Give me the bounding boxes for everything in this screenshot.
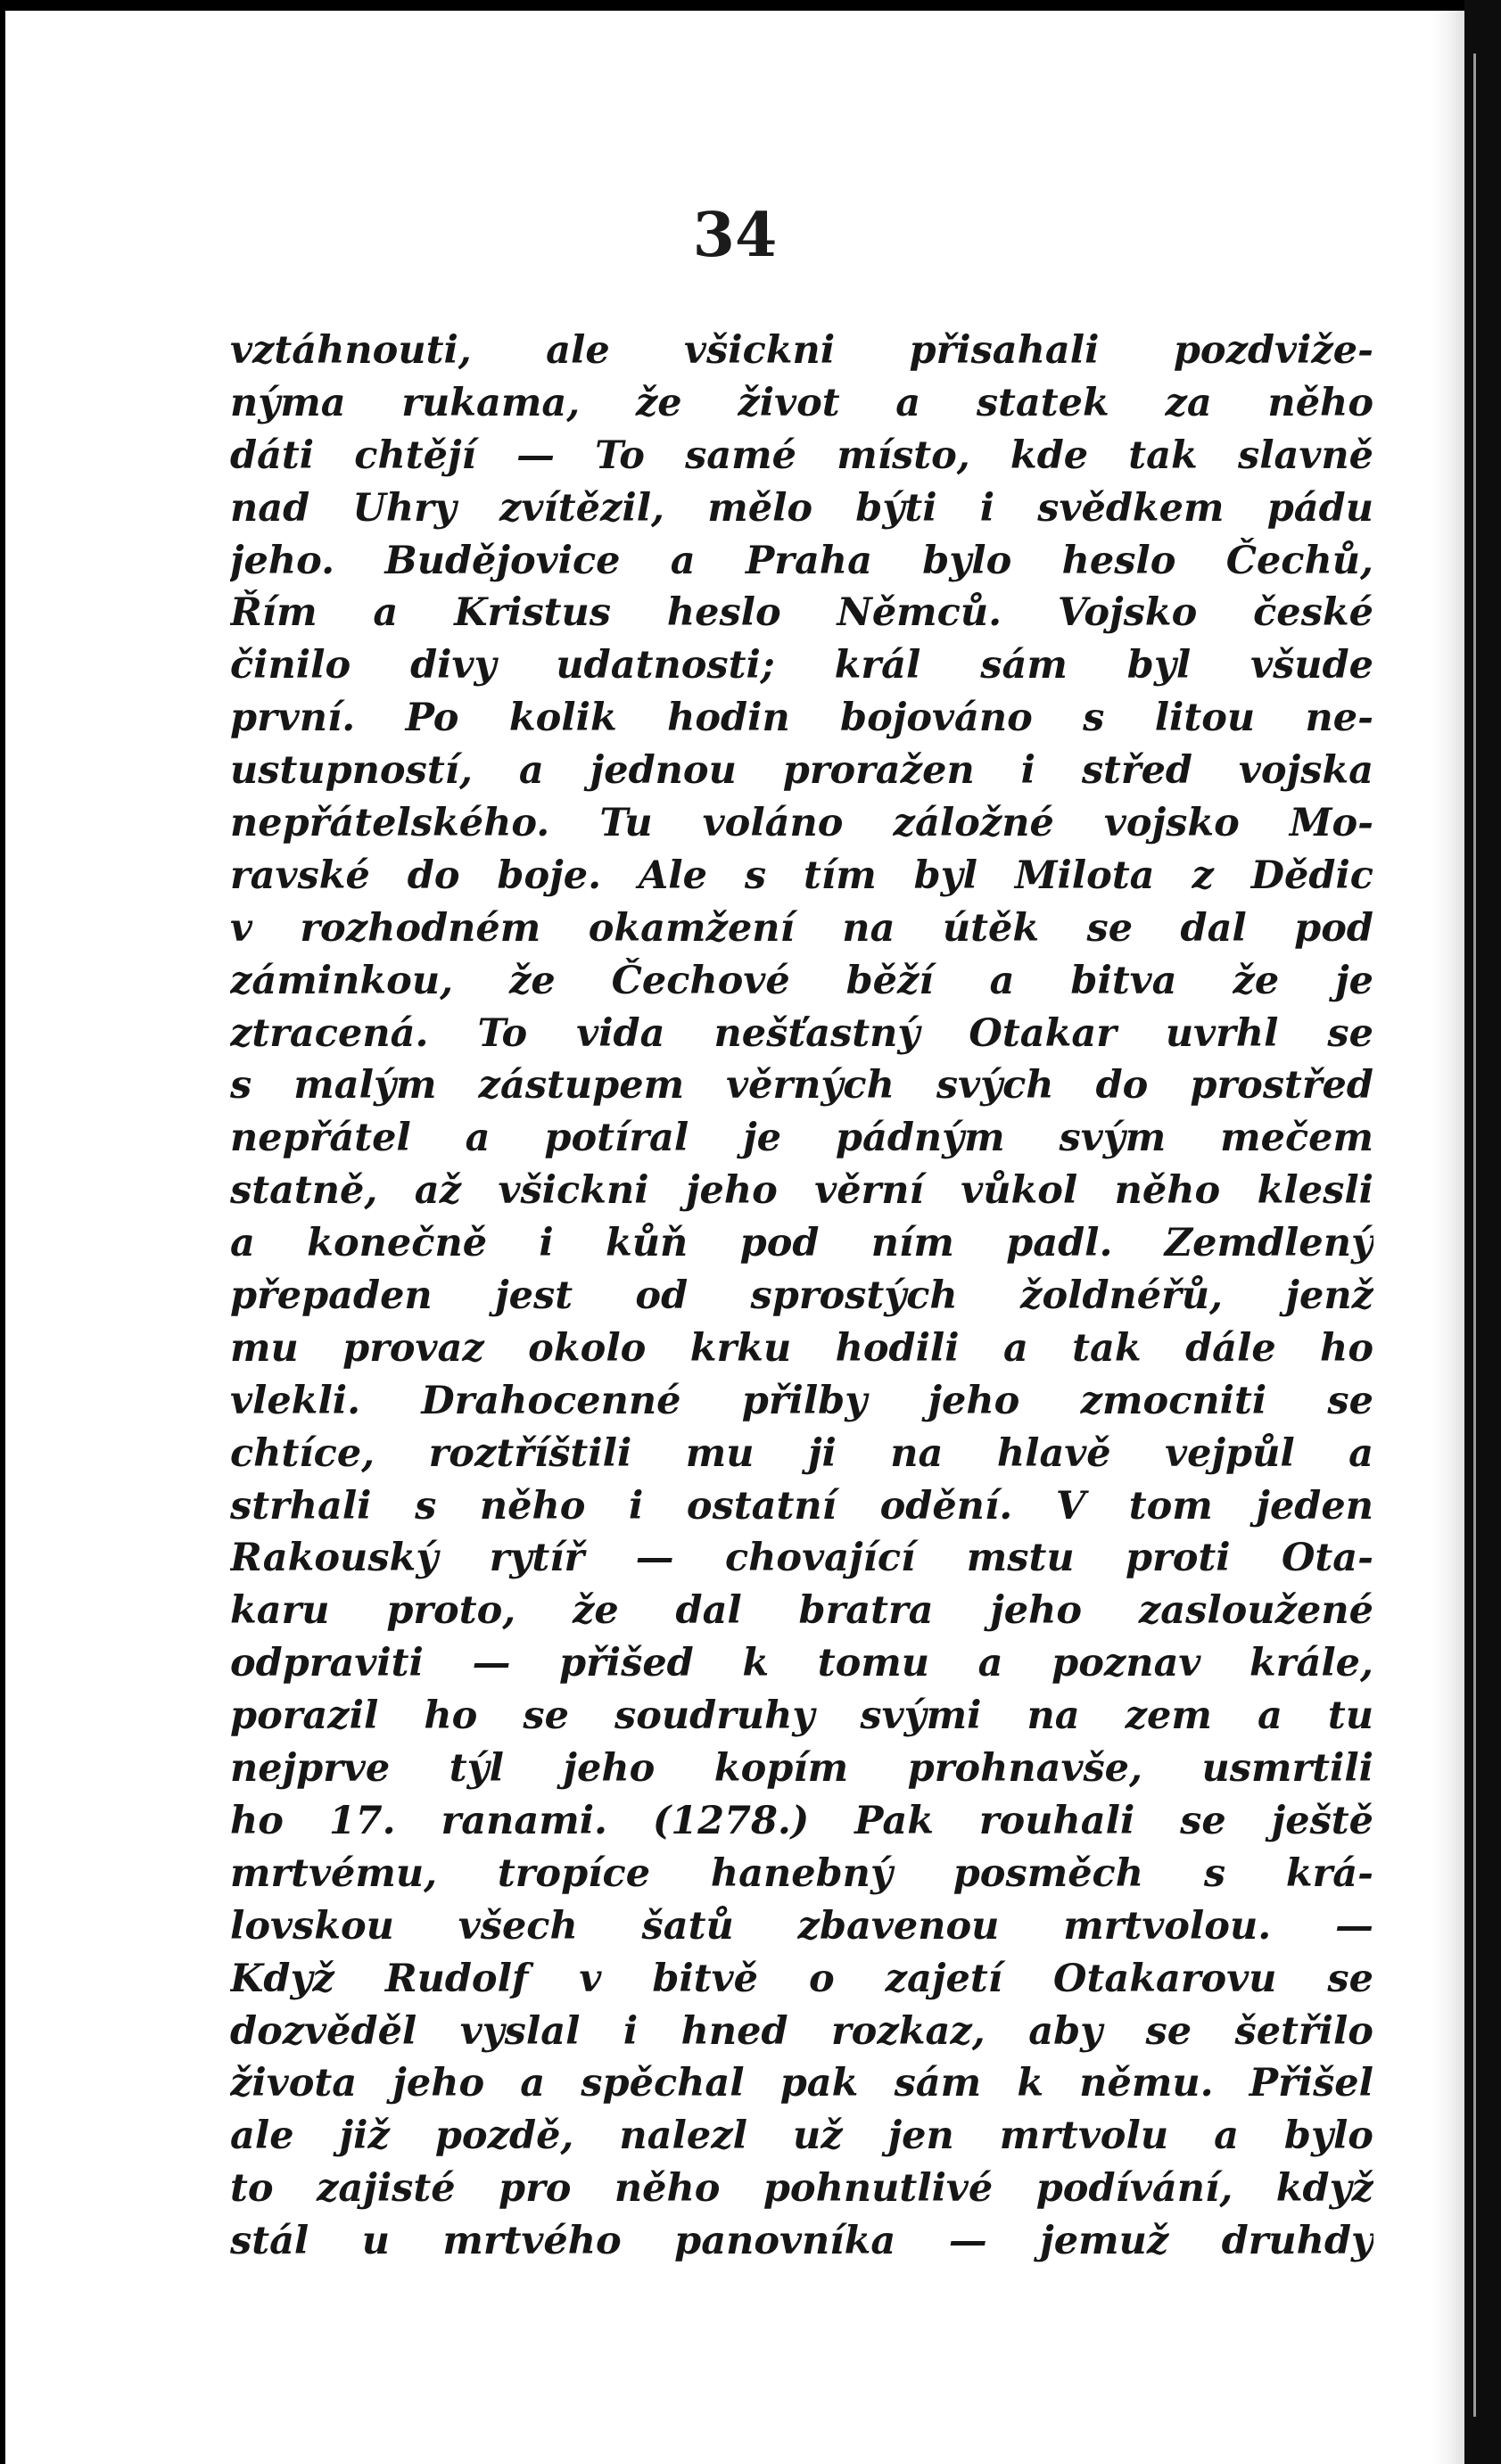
text-line: záminkou, že Čechové běží a bitva že je [230, 958, 1373, 1003]
text-line: nepřátel a potíral je pádným svým mečem [230, 1116, 1373, 1161]
text-line: karu proto, že dal bratra jeho zasloužené [230, 1588, 1373, 1634]
text-line: ustupností, a jednou proražen i střed vojska [230, 748, 1373, 794]
text-line: porazil ho se soudruhy svými na zem a tu [230, 1693, 1373, 1739]
text-line: stál u mrtvého panovníka — jemuž druhdy [230, 2219, 1373, 2264]
text-line: chtíce, roztříštili mu ji na hlavě vejpůl a [230, 1430, 1373, 1476]
text-line: s malým zástupem věrných svých do prostřed [230, 1063, 1373, 1108]
text-line: statně, až všickni jeho věrní vůkol něho klesli [230, 1168, 1373, 1214]
text-line: nad Uhry zvítězil, mělo býti i svědkem pádu [230, 485, 1373, 531]
text-line: nepřátelského. Tu voláno záložné vojsko Mo- [230, 801, 1373, 846]
text-line: mu provaz okolo krku hodili a tak dále ho [230, 1325, 1373, 1371]
text-line: Když Rudolf v bitvě o zajetí Otakarovu se [230, 1956, 1373, 2001]
text-line: strhali s něho i ostatní odění. V tom jeden [230, 1483, 1373, 1529]
text-line: nýma rukama, že život a statek za něho [230, 380, 1373, 425]
scan-edge [1464, 0, 1501, 2464]
text-line: činilo divy udatnosti; král sám byl všude [230, 643, 1373, 688]
text-line: vlekli. Drahocenné přilby jeho zmocniti se [230, 1378, 1373, 1423]
text-line: ho 17. ranami. (1278.) Pak rouhali se ještě [230, 1798, 1373, 1843]
text-line: dáti chtějí — To samé místo, kde tak slavně [230, 433, 1373, 478]
text-line: ravské do boje. Ale s tím byl Milota z Dědic [230, 853, 1373, 898]
text-line: ale již pozdě, nalezl už jen mrtvolu a bylo [230, 2114, 1373, 2159]
text-line: přepaden jest od sprostých žoldnéřů, jenž [230, 1273, 1373, 1319]
text-line: života jeho a spěchal pak sám k němu. Přišel [230, 2061, 1373, 2106]
book-page [5, 11, 1464, 2464]
page-number: 34 [692, 200, 778, 271]
text-line: Rakouský rytíř — chovající mstu proti Ota- [230, 1536, 1373, 1581]
text-line: v rozhodném okamžení na útěk se dal pod [230, 905, 1373, 951]
text-line: to zajisté pro něho pohnutlivé podívání, když [230, 2166, 1373, 2212]
body-text [230, 325, 1373, 2268]
text-line: ztracená. To vida nešťastný Otakar uvrhl se [230, 1010, 1373, 1056]
text-line: a konečně i kůň pod ním padl. Zemdlený [230, 1221, 1373, 1266]
text-line: dozvěděl vyslal i hned rozkaz, aby se šetřilo [230, 2008, 1373, 2054]
text-line: první. Po kolik hodin bojováno s litou ne- [230, 696, 1373, 741]
text-line: jeho. Budějovice a Praha bylo heslo Čechů, [230, 538, 1373, 583]
text-line: vztáhnouti, ale všickni přisahali pozdviže- [230, 328, 1373, 373]
text-line: Řím a Kristus heslo Němců. Vojsko české [230, 590, 1373, 636]
text-line: odpraviti — přišed k tomu a poznav krále, [230, 1641, 1373, 1686]
page-fold-shadow [1432, 11, 1464, 2464]
text-line: nejprve týl jeho kopím prohnavše, usmrtili [230, 1746, 1373, 1792]
scan-edge-line [1473, 54, 1476, 2417]
text-line: lovskou všech šatů zbavenou mrtvolou. — [230, 1903, 1373, 1949]
text-line: mrtvému, tropíce hanebný posměch s krá- [230, 1850, 1373, 1896]
